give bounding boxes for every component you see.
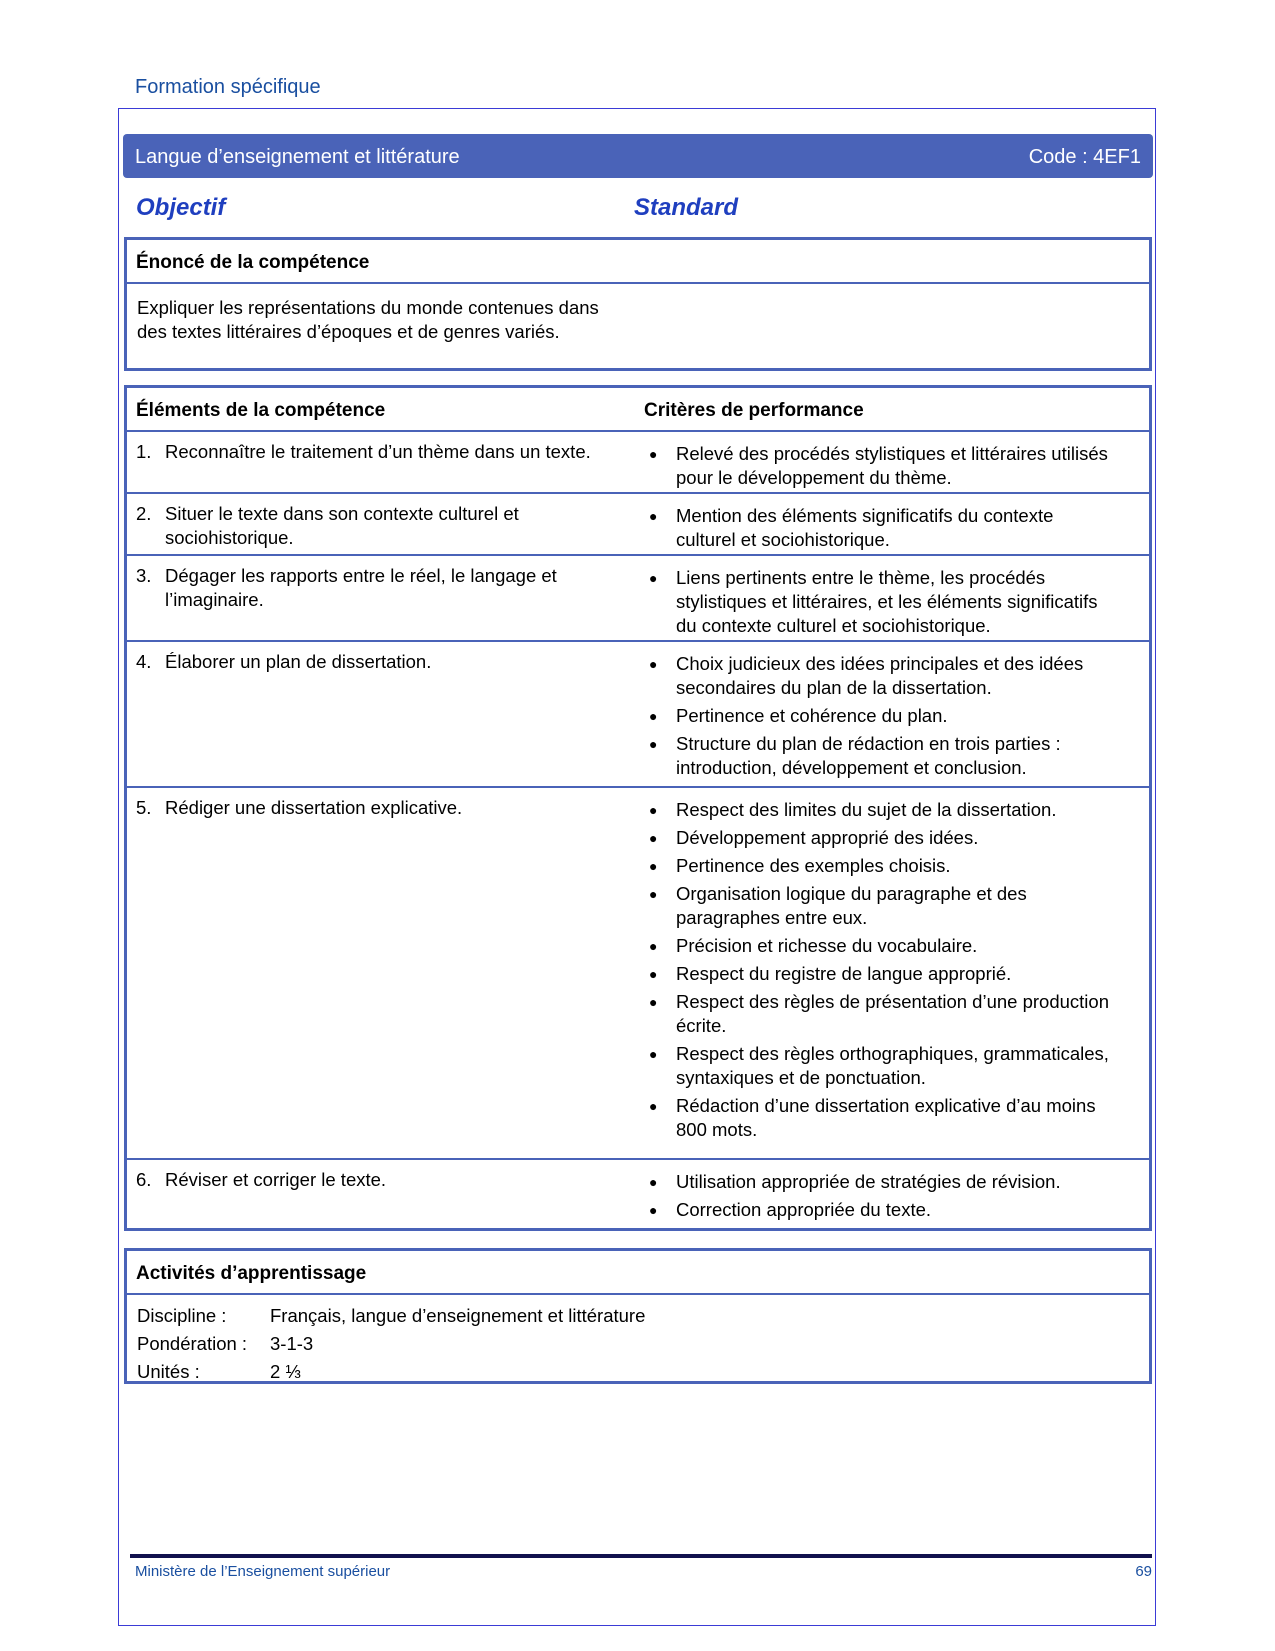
course-title: Langue d’enseignement et littérature [135, 146, 460, 168]
enonce-text: Expliquer les représentations du monde contenues dans des textes littéraires d’époques et de genres variés. [137, 297, 599, 342]
course-code: Code : 4EF1 [1028, 146, 1141, 168]
list-item: ● Pertinence des exemples choisis. [649, 855, 951, 876]
table-row [127, 430, 1149, 494]
ponderation-line [137, 1333, 313, 1355]
bullet-icon: ● [649, 736, 658, 752]
list-item: ● Respect des règles de présentation d’une production écrite. [649, 991, 1109, 1036]
list-item: ● Structure du plan de rédaction en trois parties : introduction, développement et conclusion. [649, 733, 1061, 778]
activites-heading: Activités d’apprentissage [127, 1251, 1149, 1295]
element-text: Dégager les rapports entre le réel, le langage et l’imaginaire. [165, 565, 557, 610]
element-text: Situer le texte dans son contexte culturel et sociohistorique. [165, 503, 519, 548]
criteria-list [647, 442, 1117, 494]
element-text: Réviser et corriger le texte. [165, 1169, 387, 1190]
bullet-icon: ● [649, 570, 658, 586]
table-row [127, 1158, 1149, 1230]
element-number: 6. [136, 1169, 152, 1190]
unites-label: Unités : [137, 1361, 200, 1382]
criteria-list [647, 566, 1117, 642]
element-text: Reconnaître le traitement d’un thème dans un texte. [165, 441, 591, 462]
standard-heading: Standard [634, 194, 739, 221]
element-text: Rédiger une dissertation explicative. [165, 797, 463, 818]
list-item: ● Organisation logique du paragraphe et des paragraphes entre eux. [649, 883, 1027, 928]
bullet-icon: ● [649, 446, 658, 462]
bullet-icon: ● [649, 886, 658, 902]
criteria-list [647, 504, 1117, 556]
bullet-icon: ● [649, 708, 658, 724]
table-row [127, 492, 1149, 556]
footer-divider [130, 1554, 1152, 1558]
table-row [127, 786, 1149, 1160]
bullet-icon: ● [649, 938, 658, 954]
enonce-section [124, 237, 1152, 371]
bullet-icon: ● [649, 1098, 658, 1114]
objective-heading: Objectif [136, 194, 226, 221]
list-item: ● Pertinence et cohérence du plan. [649, 705, 948, 726]
list-item: ● Précision et richesse du vocabulaire. [649, 935, 978, 956]
bullet-icon: ● [649, 508, 658, 524]
bullet-icon: ● [649, 802, 658, 818]
list-item: ● Respect des limites du sujet de la dissertation. [649, 799, 1057, 820]
list-item: ● Choix judicieux des idées principales et des idées secondaires du plan de la dissertation. [649, 653, 1084, 698]
bullet-icon: ● [649, 858, 658, 874]
discipline-line [137, 1305, 645, 1327]
criteria-list [647, 652, 1117, 784]
bullet-icon: ● [649, 1174, 658, 1190]
list-item: ● Relevé des procédés stylistiques et littéraires utilisés pour le développement du thème. [649, 443, 1108, 488]
criteria-list [647, 1170, 1117, 1226]
list-item: ● Correction appropriée du texte. [649, 1199, 932, 1220]
elements-heading: Éléments de la compétence [136, 400, 386, 421]
criteria-heading: Critères de performance [644, 400, 864, 421]
section-header: Formation spécifique [135, 76, 321, 98]
criteria-list [647, 798, 1117, 1146]
activites-section [124, 1248, 1152, 1384]
element-number: 1. [136, 441, 152, 462]
unites-line [137, 1361, 301, 1383]
table-row [127, 640, 1149, 788]
list-item: ● Utilisation appropriée de stratégies de révision. [649, 1171, 1061, 1192]
element-number: 3. [136, 565, 152, 586]
bullet-icon: ● [649, 830, 658, 846]
elements-section [124, 385, 1152, 1231]
list-item: ● Respect des règles orthographiques, grammaticales, syntaxiques et de ponctuation. [649, 1043, 1109, 1088]
list-item: ● Mention des éléments significatifs du contexte culturel et sociohistorique. [649, 505, 1054, 550]
ponderation-value: 3-1-3 [270, 1333, 314, 1354]
element-text: Élaborer un plan de dissertation. [165, 651, 432, 672]
list-item: ● Respect du registre de langue approprié. [649, 963, 1012, 984]
bullet-icon: ● [649, 994, 658, 1010]
footer-ministry: Ministère de l’Enseignement supérieur [135, 1563, 391, 1580]
element-number: 5. [136, 797, 152, 818]
bullet-icon: ● [649, 1046, 658, 1062]
course-title-bar [123, 134, 1153, 178]
element-number: 4. [136, 651, 152, 672]
discipline-value: Français, langue d’enseignement et littérature [270, 1305, 646, 1326]
list-item: ● Liens pertinents entre le thème, les procédés stylistiques et littéraires, et les éléments significatifs du contexte culturel et sociohistorique. [649, 567, 1098, 636]
elements-heading-row [127, 388, 1149, 432]
bullet-icon: ● [649, 1202, 658, 1218]
list-item: ● Développement approprié des idées. [649, 827, 979, 848]
discipline-label: Discipline : [137, 1305, 227, 1326]
enonce-heading: Énoncé de la compétence [127, 240, 1149, 284]
list-item: ● Rédaction d’une dissertation explicative d’au moins 800 mots. [649, 1095, 1096, 1140]
bullet-icon: ● [649, 966, 658, 982]
element-number: 2. [136, 503, 152, 524]
table-row [127, 554, 1149, 642]
bullet-icon: ● [649, 656, 658, 672]
unites-value: 2 ⅓ [270, 1361, 301, 1382]
ponderation-label: Pondération : [137, 1333, 248, 1354]
page-number: 69 [1135, 1563, 1152, 1580]
